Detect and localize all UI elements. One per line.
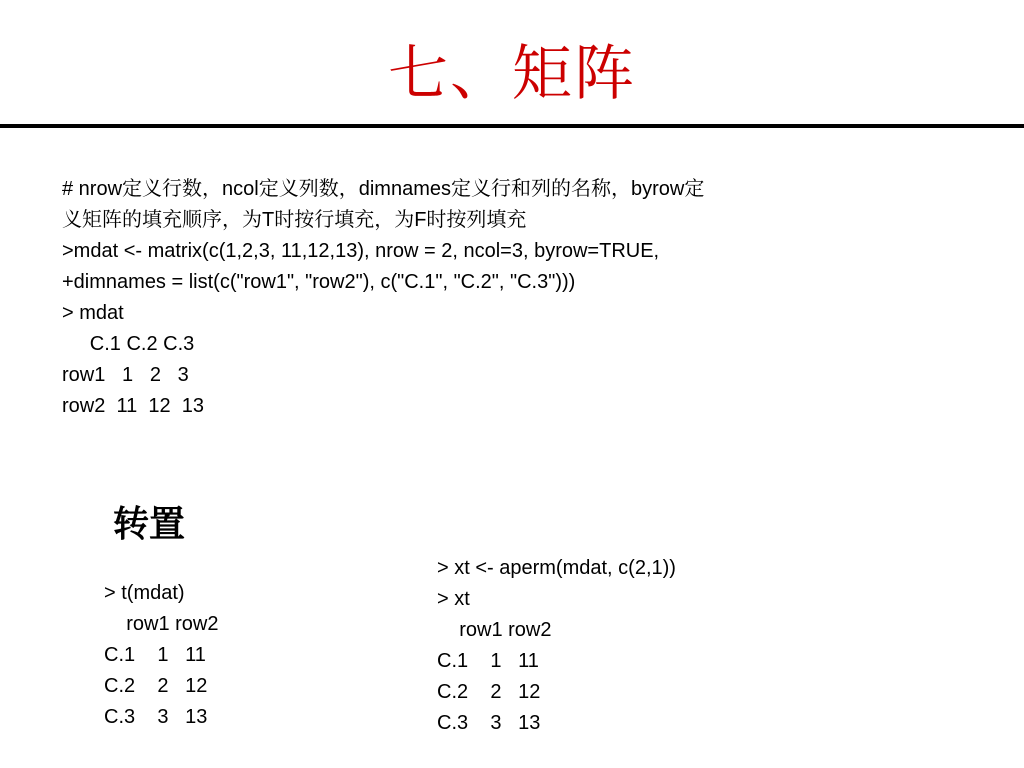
code-line: > xt <- aperm(mdat, c(2,1)) [437, 557, 676, 579]
intro-comment-line: 义矩阵的填充顺序，为T时按行填充，为F时按列填充 [62, 209, 527, 231]
output-row-line: C.3 3 13 [437, 712, 541, 734]
code-line: +dimnames = list(c("row1", "row2"), c("C.1", "C.2", "C.3"))) [62, 271, 576, 293]
output-header-line: C.1 C.2 C.3 [62, 333, 195, 355]
output-row-line: C.1 1 11 [437, 650, 539, 672]
output-row-line: row1 1 2 3 [62, 364, 189, 386]
title-divider [0, 124, 1024, 128]
output-row-line: row2 11 12 13 [62, 395, 204, 417]
code-line: > xt [437, 588, 470, 610]
intro-comment-line: # nrow定义行数，ncol定义列数，dimnames定义行和列的名称，byrow定 [62, 178, 705, 200]
output-header-line: row1 row2 [104, 613, 219, 635]
output-row-line: C.3 3 13 [104, 706, 208, 728]
code-line: >mdat <- matrix(c(1,2,3, 11,12,13), nrow = 2, ncol=3, byrow=TRUE, [62, 240, 660, 262]
code-line: > t(mdat) [104, 582, 185, 604]
output-row-line: C.2 2 12 [104, 675, 208, 697]
section-heading: 转置 [113, 504, 186, 545]
output-row-line: C.1 1 11 [104, 644, 206, 666]
intro-code-block [62, 174, 942, 422]
output-header-line: row1 row2 [437, 619, 552, 641]
aperm-code-block [437, 553, 676, 739]
slide-title: 七、矩阵 [388, 39, 636, 109]
transpose-code-block [104, 578, 218, 733]
code-line: > mdat [62, 302, 124, 324]
output-row-line: C.2 2 12 [437, 681, 541, 703]
